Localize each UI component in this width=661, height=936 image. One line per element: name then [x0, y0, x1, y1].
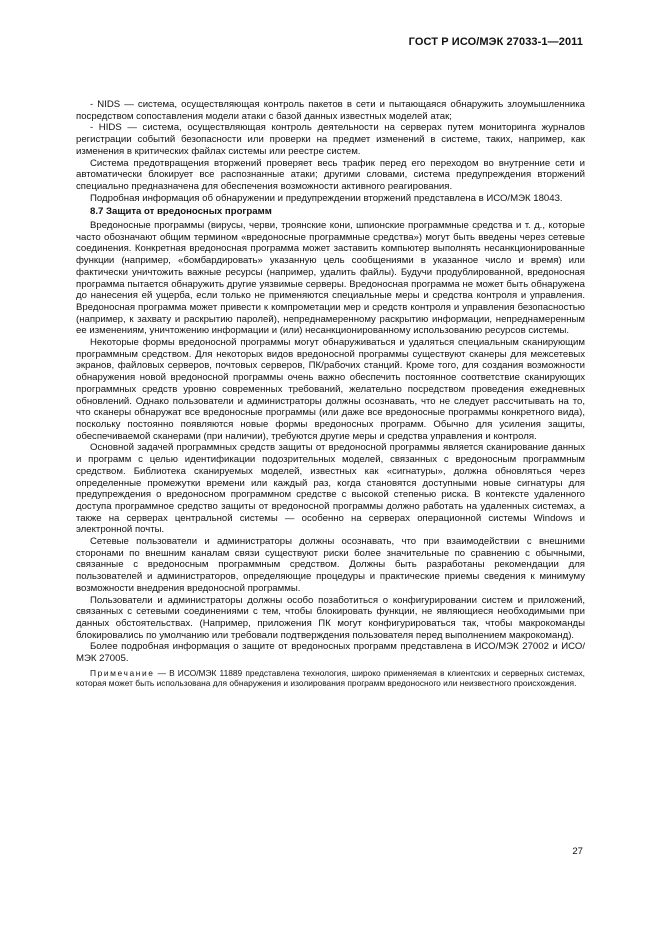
paragraph-network-users: Сетевые пользователи и администраторы должны осознавать, что при взаимодействии с внешними сторонами по внешним каналам связи существуют риски более значительные по сравнению с обычными, связанные с вредоносным программным средством. Должны быть разработаны рекомендации для пользователей и администраторов, определяющие процедуры и практические приемы сведения к минимуму возможности внедрения вредоносной программы.: [76, 536, 585, 594]
paragraph-ips: Система предотвращения вторжений проверяет весь трафик перед его переходом во внутренние сети и автоматически блокирует все распознанные атаки; другими словами, система предупреждения вторжений специально предназначена для обеспечения возможности активного реагирования.: [76, 157, 585, 192]
page-number: 27: [572, 846, 583, 857]
paragraph-ids-reference: Подробная информация об обнаружении и предупреждении вторжений представлена в ИСО/МЭК 18043.: [90, 192, 563, 204]
paragraph-hids: - HIDS — система, осуществляющая контроль деятельности на серверах путем мониторинга журналов регистрации событий безопасности или проверки на предмет изменений в системе, таких, например, как изменения в критических файлах системы или реестре систем.: [76, 122, 585, 157]
section-heading: 8.7 Защита от вредоносных программ: [90, 206, 272, 218]
paragraph-malware-reference: Более подробная информация о защите от вредоносных программ представлена в ИСО/МЭК 27002 и ИСО/МЭК 27005.: [76, 641, 585, 665]
document-body: [76, 99, 585, 689]
paragraph-config: Пользователи и администраторы должны особо позаботиться о конфигурировании систем и приложений, связанных с сетевыми соединениями с тем, чтобы блокировать функции, не являющиеся необходимыми при данных обстоятельствах. (Например, приложения ПК могут конфигурироваться так, чтобы макрокоманды блокировались по умолчанию или требовали подтверждения пользователя перед выполнением макрокоманд).: [76, 594, 585, 641]
paragraph-malware-intro: Вредоносные программы (вирусы, черви, троянские кони, шпионские программные средства и т. д., которые часто обозначают общим термином «вредоносные программные средства») могут быть введены через сетевые соединения. Конкретная вредоносная программа может заставить компьютер выполнять несанкционированные функции (например, «бомбардировать» указанную цель сообщениями в указанное число и время) или фактически уничтожить важные ресурсы (например, удалить файлы). Будучи продублированной, вредоносная программа пытается обнаружить другие уязвимые серверы. Вредоносная программа не может быть обнаружена до нанесения ей ущерба, если только не применяются специальные меры и средства контроля и управления. Вредоносная программа может привести к компрометации мер и средств контроля и управления безопасностью (например, к захвату и раскрытию паролей), непреднамеренному раскрытию информации, непреднамеренным ее изменениям, уничтожению информации и (или) несанкционированному использованию ресурсов системы.: [76, 220, 585, 337]
note-label: Примечание: [90, 667, 155, 678]
note: [76, 668, 585, 689]
paragraph-scanners: Некоторые формы вредоносной программы могут обнаруживаться и удаляться специальным сканирующим программным средством. Для некоторых видов вредоносной программы существуют сканеры для межсетевых экранов, файловых серверов, почтовых серверов, ПК/рабочих станций. Кроме того, для создания возможности обнаружения новой вредоносной программы очень важно обеспечить постоянное соответствие сканирующих программных средств уровню современных требований, желательно посредством проведения ежедневных обновлений. Однако пользователи и администраторы должны осознавать, что не следует рассчитывать на то, что сканеры обнаружат все вредоносные программы (или даже все вредоносные программы конкретного вида), поскольку постоянно появляются новые формы вредоносных программ. Обычно для усиления защиты, обеспечиваемой сканерами (при наличии), требуются другие меры и средства управления и контроля.: [76, 337, 585, 442]
note-text: — В ИСО/МЭК 11889 представлена технология, широко применяемая в клиентских и серверных системах, которая может быть использована для обнаружения и изолирования программ вредоносного или неизвестного происхождения.: [76, 667, 586, 689]
paragraph-main-task: Основной задачей программных средств защиты от вредоносной программы является сканирование данных и программ с целью идентификации подозрительных моделей, связанных с вредоносным программным средством. Библиотека сканируемых моделей, известных как «сигнатуры», должна обновляться через определенные промежутки времени или каждый раз, когда становятся доступными новые сигнатуры для предупреждения о вредоносном программном средстве с высокой степенью риска. В контексте удаленного доступа программное средство защиты от вредоносной программы должно работать на удаленных системах, а также на серверах центральной системы — особенно на серверах операционной системы Windows и электронной почты.: [76, 442, 585, 536]
paragraph-nids: - NIDS — система, осуществляющая контроль пакетов в сети и пытающаяся обнаружить злоумышленника посредством сопоставления модели атаки с базой данных известных моделей атак;: [76, 99, 585, 122]
document-header: ГОСТ Р ИСО/МЭК 27033-1—2011: [408, 36, 583, 48]
